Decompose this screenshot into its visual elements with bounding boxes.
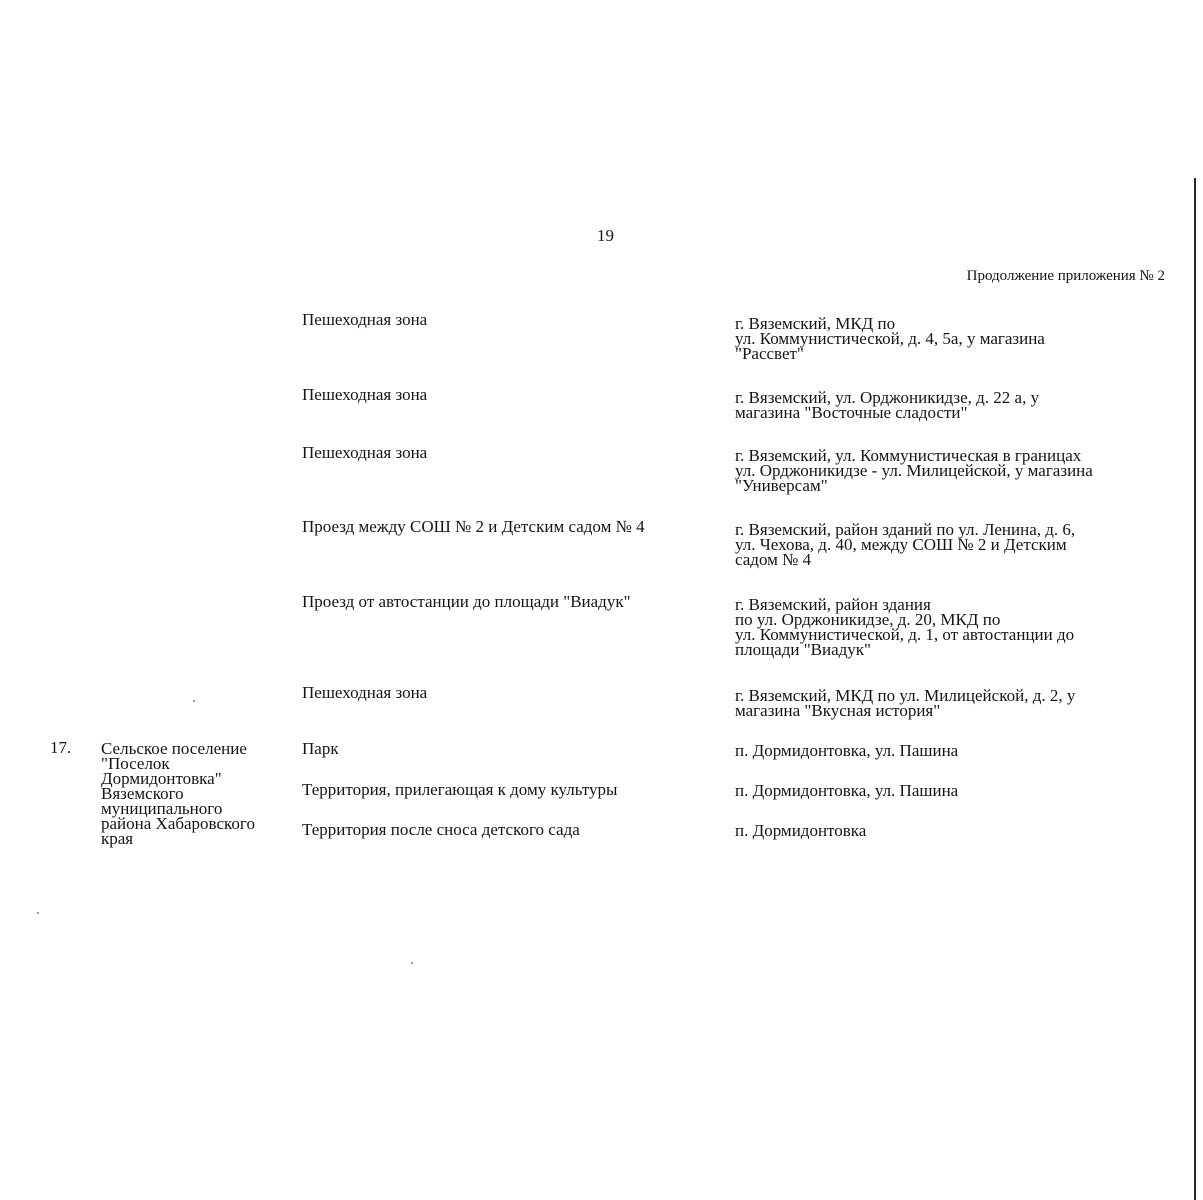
scan-speck bbox=[411, 962, 413, 964]
appendix-continuation-note: Продолжение приложения № 2 bbox=[966, 268, 1165, 284]
object-cell: Пешеходная зона bbox=[302, 310, 428, 329]
address-cell: п. Дормидонтовка bbox=[735, 821, 867, 840]
object-cell: Территория после сноса детского сада bbox=[302, 820, 580, 839]
address-cell: п. Дормидонтовка, ул. Пашина bbox=[735, 741, 959, 760]
scan-speck bbox=[37, 912, 39, 914]
scan-edge-line bbox=[1194, 178, 1196, 1200]
entry-number: 17. bbox=[50, 738, 72, 757]
scan-speck bbox=[193, 700, 195, 702]
address-cell: г. Вяземский, район зданий по ул. Ленина, д. 6, ул. Чехова, д. 40, между СОШ № 2 и Детским садом № 4 bbox=[735, 520, 1076, 569]
address-cell: п. Дормидонтовка, ул. Пашина bbox=[735, 781, 959, 800]
address-cell: г. Вяземский, МКД по ул. Коммунистической, д. 4, 5а, у магазина "Рассвет" bbox=[735, 314, 1045, 363]
page-number: 19 bbox=[597, 226, 614, 245]
object-cell: Проезд между СОШ № 2 и Детским садом № 4 bbox=[302, 517, 645, 536]
object-cell: Территория, прилегающая к дому культуры bbox=[302, 780, 618, 799]
address-cell: г. Вяземский, район здания по ул. Орджоникидзе, д. 20, МКД по ул. Коммунистической, д. 1, от автостанции до площади "Виадук" bbox=[735, 595, 1075, 659]
object-cell: Пешеходная зона bbox=[302, 683, 428, 702]
address-cell: г. Вяземский, ул. Коммунистическая в границах ул. Орджоникидзе - ул. Милицейской, у магазина "Универсам" bbox=[735, 446, 1093, 495]
address-cell: г. Вяземский, МКД по ул. Милицейской, д. 2, у магазина "Вкусная история" bbox=[735, 686, 1076, 720]
object-cell: Парк bbox=[302, 739, 339, 758]
object-cell: Пешеходная зона bbox=[302, 385, 428, 404]
settlement-name: Сельское поселение "Поселок Дормидонтовка" Вяземского муниципального района Хабаровского края bbox=[101, 739, 255, 848]
object-cell: Проезд от автостанции до площади "Виадук" bbox=[302, 592, 631, 611]
address-cell: г. Вяземский, ул. Орджоникидзе, д. 22 а, у магазина "Восточные сладости" bbox=[735, 388, 1040, 422]
object-cell: Пешеходная зона bbox=[302, 443, 428, 462]
